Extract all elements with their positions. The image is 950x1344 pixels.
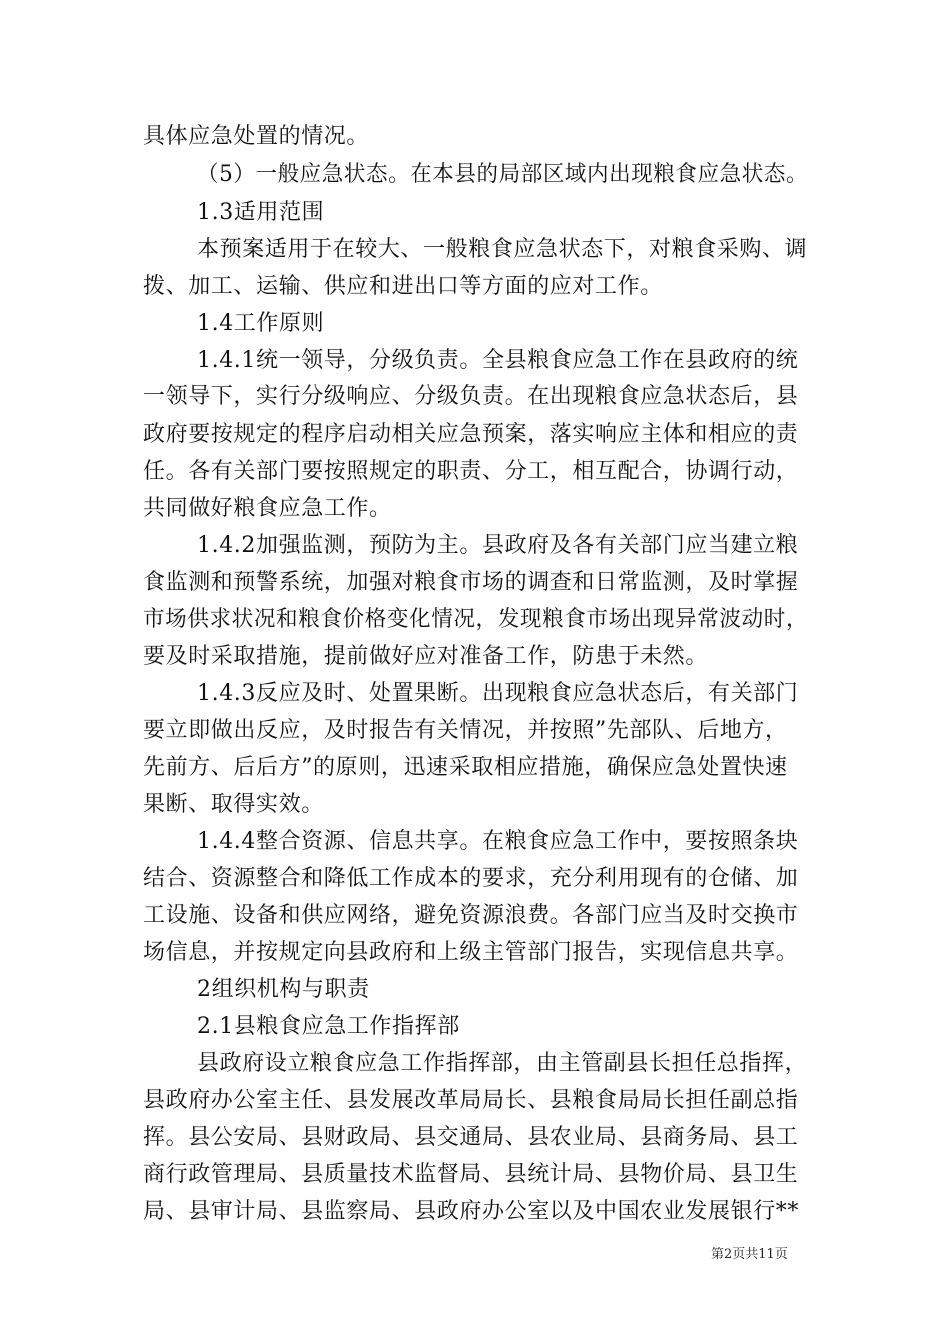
- text-line: 食监测和预警系统，加强对粮食市场的调查和日常监测，及时掌握: [143, 570, 799, 595]
- text-line: 具体应急处置的情况。: [143, 124, 370, 149]
- section-heading: 2组织机构与职责: [197, 977, 370, 1002]
- text-line: 市场供求状况和粮食价格变化情况，发现粮食市场出现异常波动时，: [143, 607, 809, 632]
- text-line: 拨、加工、运输、供应和进出口等方面的应对工作。: [143, 274, 663, 299]
- section-heading: 1.4工作原则: [197, 311, 325, 336]
- text-line: 1.4.4整合资源、信息共享。在粮食应急工作中，要按照条块: [197, 829, 799, 854]
- text-line: 县政府办公室主任、县发展改革局局长、县粮食局局长担任副总指: [143, 1088, 799, 1113]
- text-line: 1.4.3反应及时、处置果断。出现粮食应急状态后，有关部门: [197, 681, 799, 706]
- text-line: 果断、取得实效。: [143, 792, 324, 817]
- text-line: 县政府设立粮食应急工作指挥部，由主管副县长担任总指挥，: [197, 1051, 808, 1076]
- text-line: 任。各有关部门要按照规定的职责、分工，相互配合，协调行动，: [143, 459, 799, 484]
- text-line: 先前方、后后方”的原则，迅速采取相应措施，确保应急处置快速: [143, 755, 788, 780]
- page-number: 第2页共11页: [711, 1247, 788, 1262]
- text-line: 场信息，并按规定向县政府和上级主管部门报告，实现信息共享。: [143, 940, 799, 965]
- text-line: 1.4.1统一领导，分级负责。全县粮食应急工作在县政府的统: [197, 348, 799, 373]
- text-line: 结合、资源整合和降低工作成本的要求，充分利用现有的仓储、加: [143, 866, 799, 891]
- text-line: （5）一般应急状态。在本县的局部区域内出现粮食应急状态。: [197, 162, 809, 187]
- text-line: 政府要按规定的程序启动相关应急预案，落实响应主体和相应的责: [143, 422, 799, 447]
- text-line: 要立即做出反应，及时报告有关情况，并按照”先部队、后地方，: [143, 718, 788, 743]
- text-line: 1.4.2加强监测，预防为主。县政府及各有关部门应当建立粮: [197, 533, 799, 558]
- text-line: 一领导下，实行分级响应、分级负责。在出现粮食应急状态后，县: [143, 384, 799, 409]
- section-heading: 2.1县粮食应急工作指挥部: [197, 1014, 460, 1039]
- text-line: 商行政管理局、县质量技术监督局、县统计局、县物价局、县卫生: [143, 1162, 799, 1187]
- text-line: 本预案适用于在较大、一般粮食应急状态下，对粮食采购、调: [197, 237, 808, 262]
- section-heading: 1.3适用范围: [197, 200, 325, 225]
- text-line: 局、县审计局、县监察局、县政府办公室以及中国农业发展银行**: [143, 1199, 800, 1224]
- text-line: 挥。县公安局、县财政局、县交通局、县农业局、县商务局、县工: [143, 1125, 799, 1150]
- text-line: 工设施、设备和供应网络，避免资源浪费。各部门应当及时交换市: [143, 903, 799, 928]
- text-line: 共同做好粮食应急工作。: [143, 496, 392, 521]
- text-line: 要及时采取措施，提前做好应对准备工作，防患于未然。: [143, 644, 709, 669]
